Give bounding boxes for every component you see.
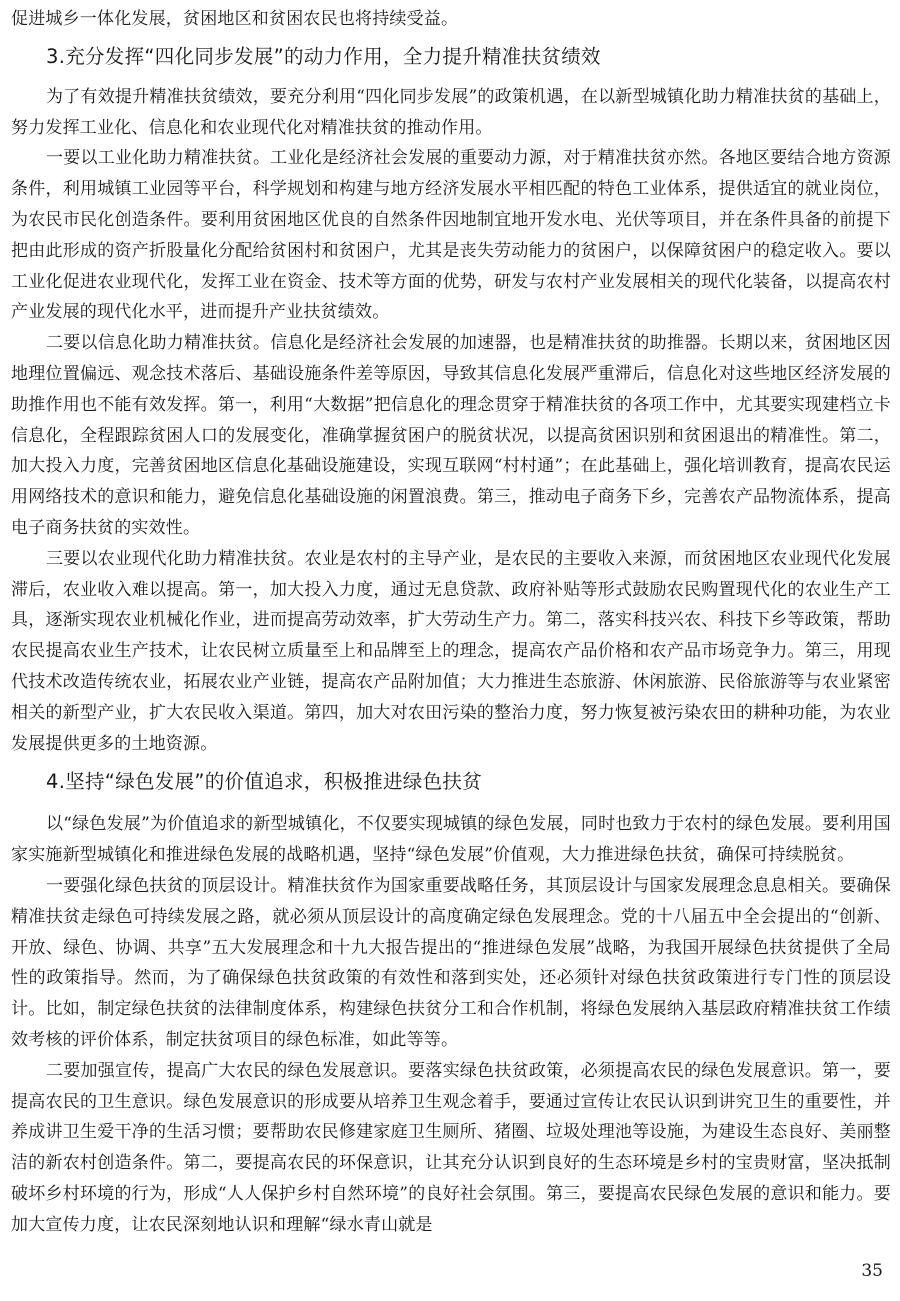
section-heading-4: 4.坚持“绿色发展”的价值追求，积极推进绿色扶贫 — [46, 770, 483, 794]
paragraph-intro-four-modernizations: 为了有效提升精准扶贫绩效，要充分利用“四化同步发展”的政策机遇，在以新型城镇化助力精准扶贫的基础上，努力发挥工业化、信息化和农业现代化对精准扶贫的推动作用。 — [11, 86, 891, 138]
paragraph-green-development-intro: 以“绿色发展”为价值追求的新型城镇化，不仅要实现城镇的绿色发展，同时也致力于农村的绿色发展。要利用国家实施新型城镇化和推进绿色发展的战略机遇，坚持“绿色发展”价值观，大力推进绿色扶贫，确保可持续脱贫。 — [11, 814, 891, 866]
paragraph-industrialization: 一要以工业化助力精准扶贫。工业化是经济社会发展的重要动力源，对于精准扶贫亦然。各地区要结合地方资源条件，利用城镇工业园等平台，科学规划和构建与地方经济发展水平相匹配的特色工业体系，提供适宜的就业岗位，为农民市民化创造条件。要利用贫困地区优良的自然条件因地制宜地开发水电、光伏等项目，并在条件具备的前提下把由此形成的资产折股量化分配给贫困村和贫困户，尤其是丧失劳动能力的贫困户，以保障贫困户的稳定收入。要以工业化促进农业现代化，发挥工业在资金、技术等方面的优势，研发与农村产业发展相关的现代化装备，以提高农村产业发展的现代化水平，进而提升产业扶贫绩效。 — [11, 148, 891, 323]
paragraph-agricultural-modernization: 三要以农业现代化助力精准扶贫。农业是农村的主导产业，是农民的主要收入来源，而贫困地区农业现代化发展滞后，农业收入难以提高。第一，加大投入力度，通过无息贷款、政府补贴等形式鼓励农民购置现代化的农业生产工具，逐渐实现农业机械化作业，进而提高劳动效率，扩大劳动生产力。第二，落实科技兴农、科技下乡等政策，帮助农民提高农业生产技术，让农民树立质量至上和品牌至上的理念，提高农产品价格和农产品市场竞争力。第三，用现代技术改造传统农业，拓展农业产业链，提高农产品附加值；大力推进生态旅游、休闲旅游、民俗旅游等与农业紧密相关的新型产业，扩大农民收入渠道。第四，加大对农田污染的整治力度，努力恢复被污染农田的耕种功能，为农业发展提供更多的土地资源。 — [11, 548, 891, 754]
paragraph-informatization: 二要以信息化助力精准扶贫。信息化是经济社会发展的加速器，也是精准扶贫的助推器。长期以来，贫困地区因地理位置偏远、观念技术落后、基础设施条件差等原因，导致其信息化发展严重滞后，信息化对这些地区经济发展的助推作用也不能有效发挥。第一，利用“大数据”把信息化的理念贯穿于精准扶贫的各项工作中，尤其要实现建档立卡信息化，全程跟踪贫困人口的发展变化，准确掌握贫困户的脱贫状况，以提高贫困识别和贫困退出的精准性。第二，加大投入力度，完善贫困地区信息化基础设施建设，实现互联网“村村通”；在此基础上，强化培训教育，提高农民运用网络技术的意识和能力，避免信息化基础设施的闲置浪费。第三，推动电子商务下乡，完善农产品物流体系，提高电子商务扶贫的实效性。 — [11, 333, 891, 538]
paragraph-publicity-awareness: 二要加强宣传，提高广大农民的绿色发展意识。要落实绿色扶贫政策，必须提高农民的绿色发展意识。第一，要提高农民的卫生意识。绿色发展意识的形成要从培养卫生观念着手，要通过宣传让农民认识到讲究卫生的重要性，并养成讲卫生爱干净的生活习惯；要帮助农民修建家庭卫生厕所、猪圈、垃圾处理池等设施，为建设生态良好、美丽整洁的新农村创造条件。第二，要提高农民的环保意识，让其充分认识到良好的生态环境是乡村的宝贵财富，坚决抵制破坏乡村环境的行为，形成“人人保护乡村自然环境”的良好社会氛围。第三，要提高农民绿色发展的意识和能力。要加大宣传力度，让农民深刻地认识和理解“绿水青山就是 — [11, 1060, 891, 1235]
paragraph-continuation: 促进城乡一体化发展，贫困地区和贫困农民也将持续受益。 — [11, 9, 459, 29]
section-heading-3: 3.充分发挥“四化同步发展”的动力作用，全力提升精准扶贫绩效 — [46, 44, 601, 68]
document-page — [11, 4, 891, 1240]
paragraph-top-level-design: 一要强化绿色扶贫的顶层设计。精准扶贫作为国家重要战略任务，其顶层设计与国家发展理念息息相关。要确保精准扶贫走绿色可持续发展之路，就必须从顶层设计的高度确定绿色发展理念。党的十八届五中全会提出的“创新、开放、绿色、协调、共享”五大发展理念和十九大报告提出的“推进绿色发展”战略，为我国开展绿色扶贫提供了全局性的政策指导。然而，为了确保绿色扶贫政策的有效性和落到实处，还必须针对绿色扶贫政策进行专门性的顶层设计。比如，制定绿色扶贫的法律制度体系，构建绿色扶贫分工和合作机制，将绿色发展纳入基层政府精准扶贫工作绩效考核的评价体系，制定扶贫项目的绿色标准，如此等等。 — [11, 875, 891, 1050]
page-number: 35 — [861, 1261, 883, 1281]
